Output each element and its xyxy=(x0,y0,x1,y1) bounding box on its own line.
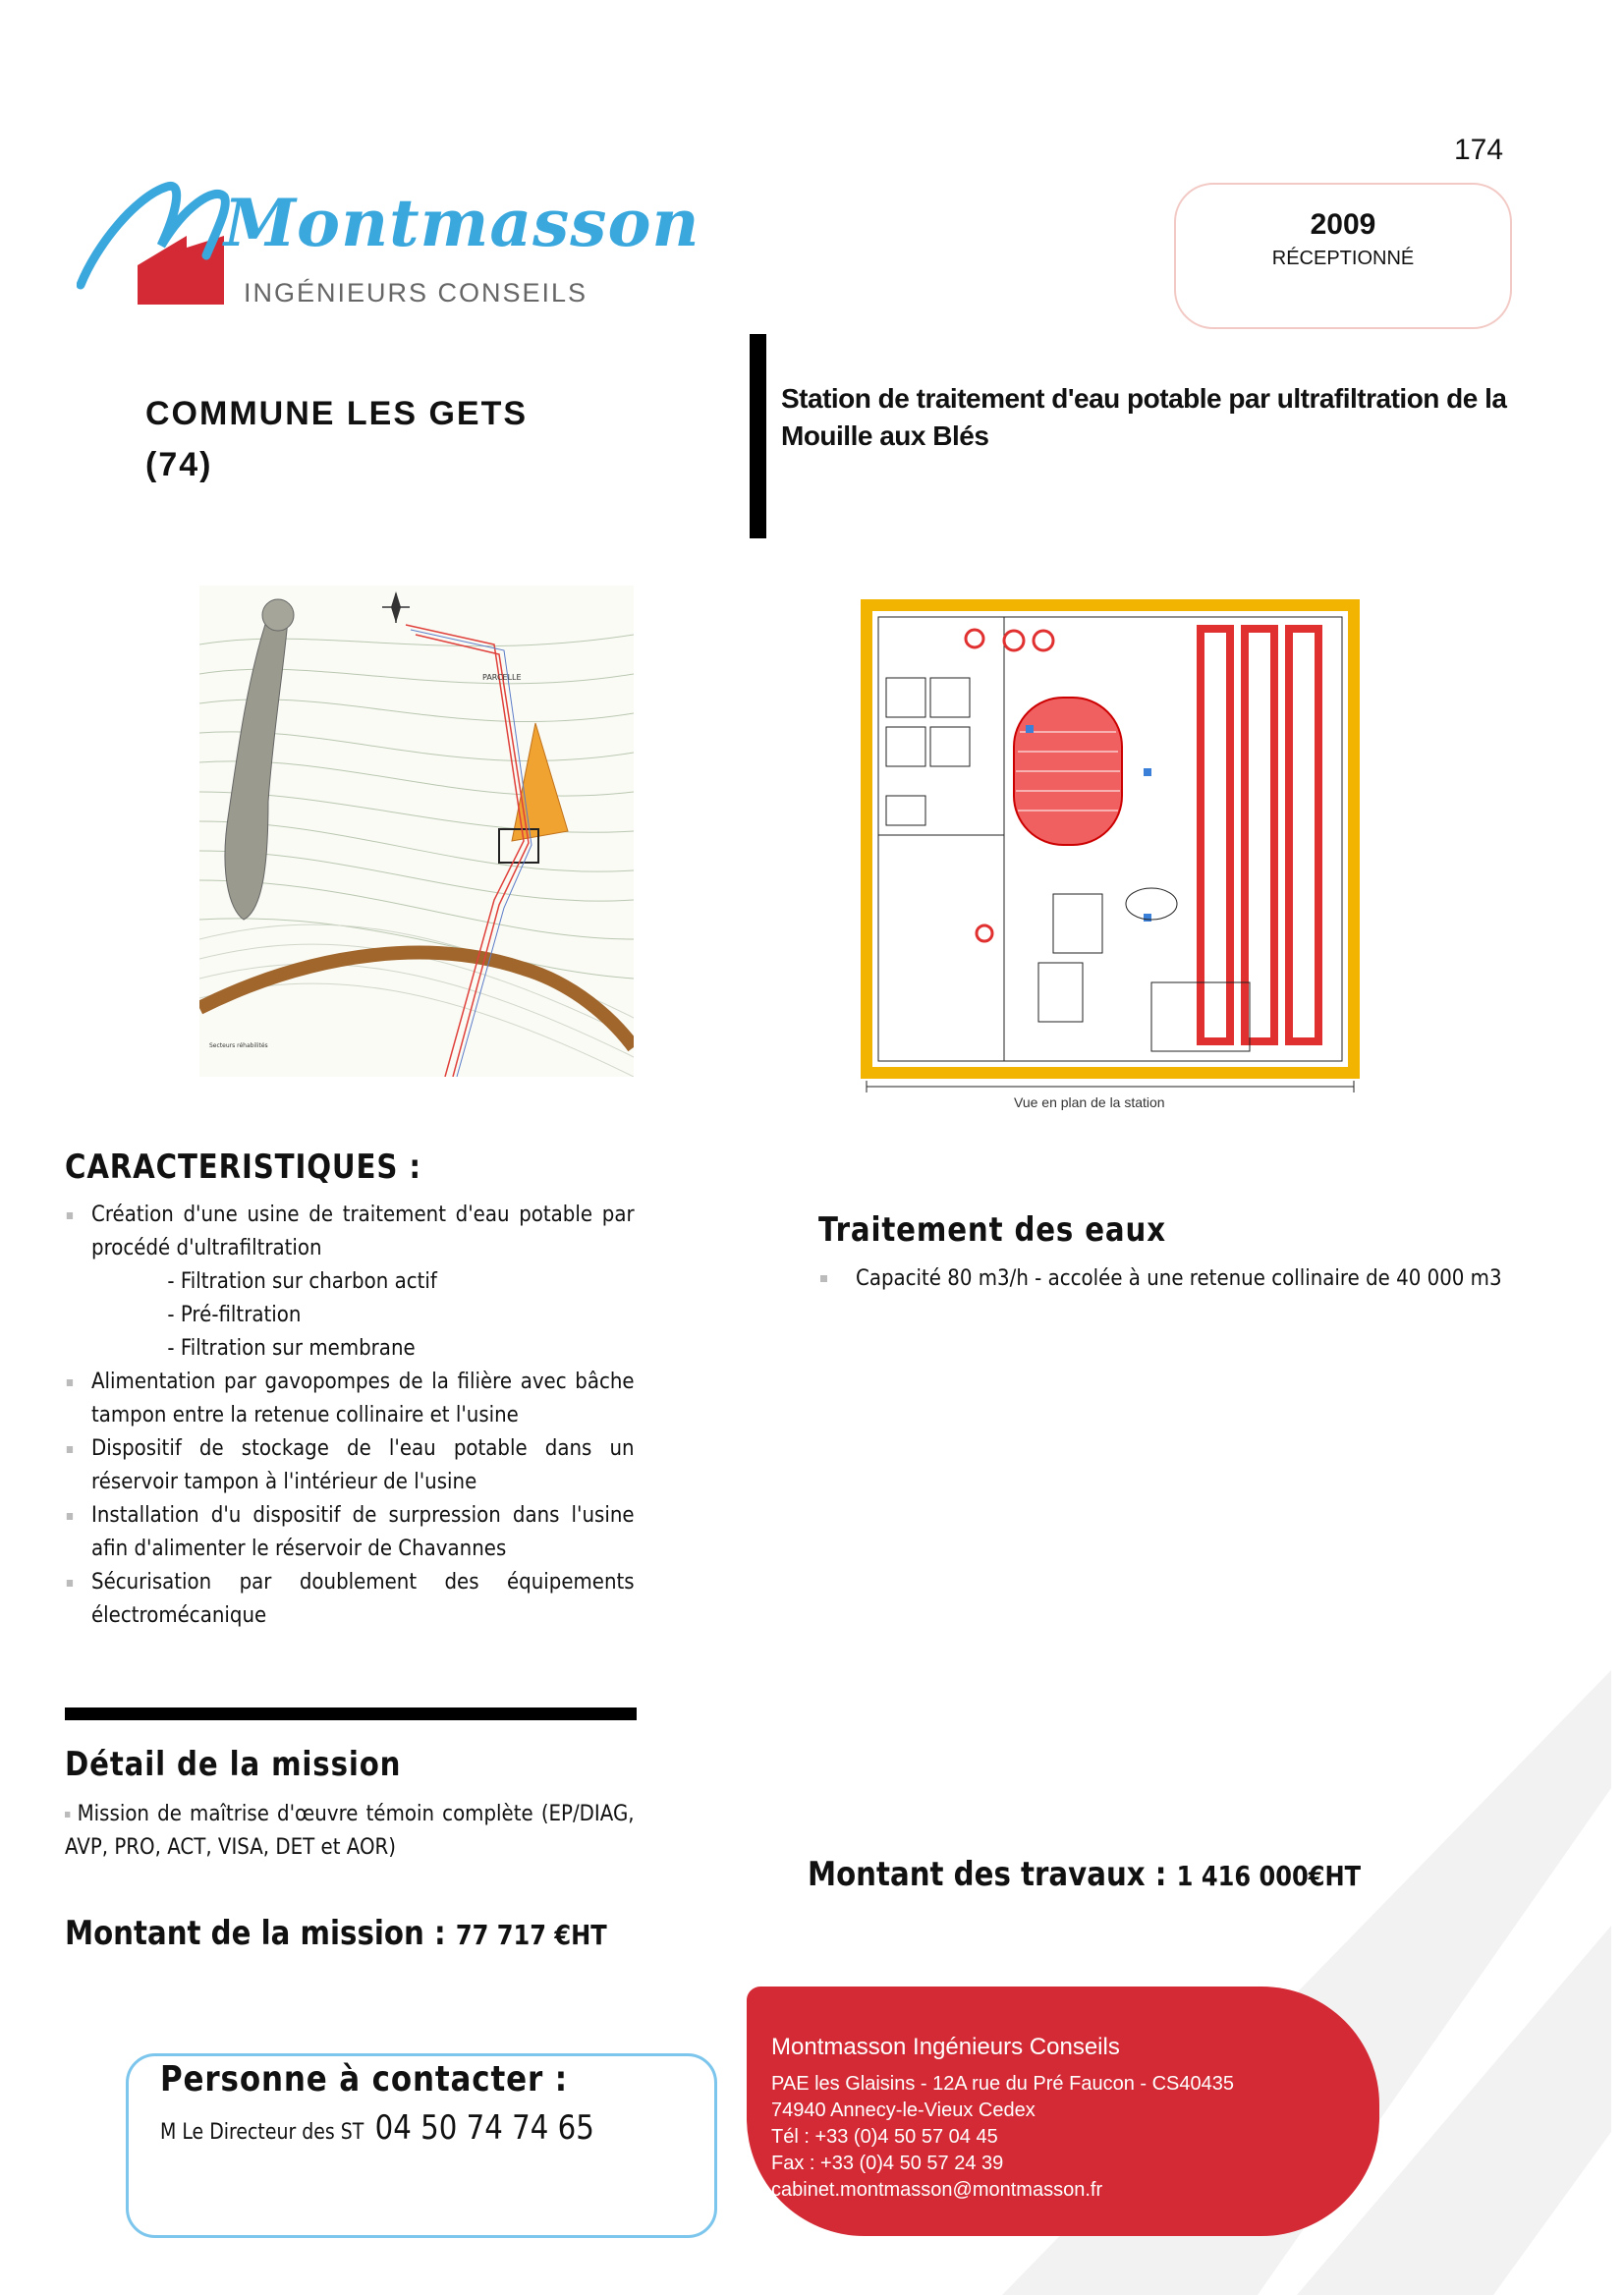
sub-list-item: - Filtration sur charbon actif xyxy=(167,1269,437,1294)
works-amount-label: Montant des travaux : xyxy=(808,1855,1167,1894)
mission-description xyxy=(65,1798,635,1865)
client-line-1: COMMUNE LES GETS xyxy=(145,395,529,432)
list-item-text: Dispositif de stockage de l'eau potable dans un réservoir tampon à l'intérieur de l'usine xyxy=(91,1436,635,1494)
mission-description-text: Mission de maîtrise d'œuvre témoin complète (EP/DIAG, AVP, PRO, ACT, VISA, DET et AOR) xyxy=(65,1802,635,1860)
list-item-text: Alimentation par gavopompes de la filière avec bâche tampon entre la retenue collinaire et l'usine xyxy=(91,1370,635,1427)
bullet-icon xyxy=(820,1275,827,1282)
project-title: Station de traitement d'eau potable par ultrafiltration de la Mouille aux Blés xyxy=(781,383,1507,451)
status-box xyxy=(1174,183,1512,329)
footer-address-line-1: PAE les Glaisins - 12A rue du Pré Faucon - CS40435 xyxy=(771,2073,1234,2095)
footer-tel: Tél : +33 (0)4 50 57 04 45 xyxy=(771,2126,998,2148)
footer-email[interactable]: cabinet.montmasson@montmasson.fr xyxy=(771,2179,1103,2201)
caracteristiques-heading xyxy=(65,1148,479,1187)
mission-amount xyxy=(65,1914,607,1953)
list-item xyxy=(65,1432,635,1499)
bullet-icon xyxy=(67,1446,73,1453)
company-logo xyxy=(77,177,700,314)
mission-heading xyxy=(65,1745,456,1784)
bullet-icon xyxy=(67,1212,73,1219)
mission-amount-value: 77 717 €HT xyxy=(455,1919,607,1951)
list-item xyxy=(65,1199,635,1265)
client-line-2: (74) xyxy=(145,446,213,483)
station-plan-drawing xyxy=(857,560,1397,1118)
footer-company: Montmasson Ingénieurs Conseils xyxy=(771,2034,1120,2060)
works-amount xyxy=(808,1855,1361,1894)
title-divider xyxy=(750,334,766,538)
logo-name: Montmasson xyxy=(224,185,700,261)
site-plan-drawing xyxy=(199,586,634,1077)
svg-text:PARCELLE: PARCELLE xyxy=(482,673,522,682)
bullet-icon xyxy=(67,1513,73,1520)
station-plan-graphic xyxy=(857,560,1397,1118)
page-number: 174 xyxy=(1454,134,1504,166)
traitement-heading-text: Traitement des eaux xyxy=(818,1210,1166,1250)
footer-address-line-2: 74940 Annecy-le-Vieux Cedex xyxy=(771,2099,1036,2121)
bullet-icon xyxy=(67,1379,73,1386)
station-plan-caption: Vue en plan de la station xyxy=(1014,1094,1165,1110)
status-label: RÉCEPTIONNÉ xyxy=(1271,248,1415,269)
bullet-icon xyxy=(65,1812,70,1818)
completion-year: 2009 xyxy=(1310,208,1376,241)
contact-person: M Le Directeur des ST xyxy=(160,2120,364,2145)
caracteristiques-list xyxy=(65,1199,635,1633)
footer-fax: Fax : +33 (0)4 50 57 24 39 xyxy=(771,2153,1004,2174)
sub-list-item: - Pré-filtration xyxy=(167,1303,302,1327)
list-item-text: Création d'une usine de traitement d'eau potable par procédé d'ultrafiltration xyxy=(91,1203,635,1260)
works-amount-value: 1 416 000€HT xyxy=(1176,1860,1362,1892)
list-item-text: Sécurisation par doublement des équipements électromécanique xyxy=(91,1570,635,1628)
client-name xyxy=(145,388,528,490)
sub-list-item: - Filtration sur membrane xyxy=(167,1336,416,1361)
contact-phone[interactable]: 04 50 74 74 65 xyxy=(374,2108,594,2148)
logo-subtitle: INGÉNIEURS CONSEILS xyxy=(244,278,588,308)
traitement-heading xyxy=(818,1210,1223,1250)
list-item xyxy=(65,1566,635,1633)
mission-heading-text: Détail de la mission xyxy=(65,1745,402,1784)
traitement-item-text: Capacité 80 m3/h - accolée à une retenue collinaire de 40 000 m3 xyxy=(856,1266,1502,1291)
svg-text:Secteurs réhabilités: Secteurs réhabilités xyxy=(209,1042,268,1049)
mission-divider xyxy=(65,1707,637,1720)
list-item xyxy=(65,1366,635,1432)
list-item-text: Installation d'u dispositif de surpression dans l'usine afin d'alimenter le réservoir de Chavannes xyxy=(91,1503,635,1561)
bullet-icon xyxy=(67,1580,73,1587)
caracteristiques-heading-text: CARACTERISTIQUES : xyxy=(65,1148,421,1187)
mission-amount-label: Montant de la mission : xyxy=(65,1914,446,1953)
list-item xyxy=(65,1499,635,1566)
contact-title: Personne à contacter : xyxy=(160,2059,569,2099)
contact-line xyxy=(160,2108,594,2148)
traitement-item xyxy=(818,1261,1574,1296)
